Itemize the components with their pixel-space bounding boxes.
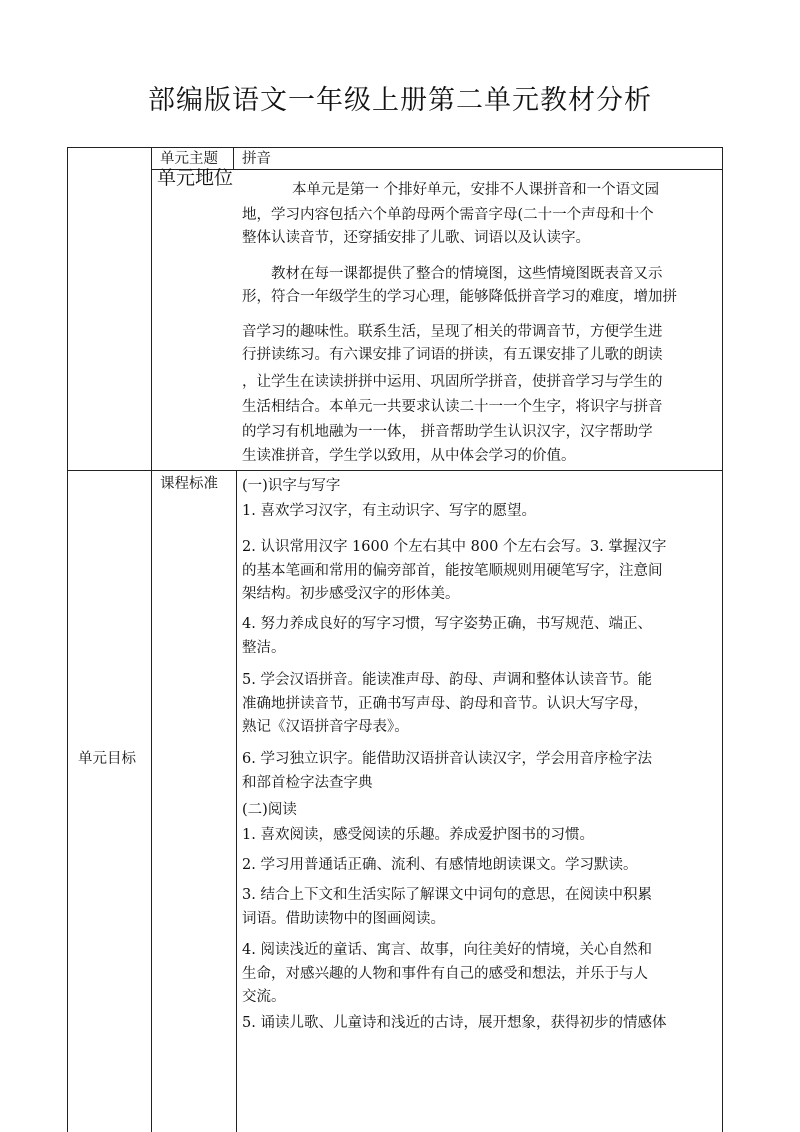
goal-line: 1. 喜欢阅读，感受阅读的乐趣。养成爱护图书的习惯。	[242, 827, 594, 843]
position-line: 整体认读音节，还穿插安排了儿歌、词语以及认读字。	[242, 230, 590, 246]
position-line: 的学习有机地融为一一体， 拼音帮助学生认识汉字，汉字帮助学	[242, 424, 653, 440]
position-line: 地，学习内容包括六个单韵母两个需音字母(二十一个声母和十个	[242, 207, 654, 223]
unit-goal-label: 单元目标	[78, 751, 136, 767]
position-line: 音学习的趣味性。联系生活，呈现了相关的带调音节，方便学生进	[242, 324, 663, 340]
position-line: 教材在每一课都提供了整合的情境图，这些情境图既表音又示	[271, 266, 663, 282]
position-line: 生活相结合。本单元一共要求认读二十一一个生字，将识字与拼音	[242, 399, 663, 415]
unit-position-label: 单元地位	[157, 167, 234, 189]
goal-line: 整洁。	[242, 640, 286, 656]
curriculum-standard-label: 课程标准	[160, 476, 218, 492]
goal-line: 的基本笔画和常用的偏旁部首，能按笔顺规则用硬笔写字，注意间	[242, 563, 663, 579]
table-right-border	[722, 147, 723, 1132]
position-line: 本单元是第一 个排好单元，安排不人课拼音和一个语文园	[292, 182, 660, 198]
goal-line: 4. 阅读浅近的童话、寓言、故事，向往美好的情境，关心自然和	[242, 942, 652, 958]
goal-line: 熟记《汉语拼音字母表》。	[242, 719, 409, 735]
position-line: 形，符合一年级学生的学习心理，能够降低拼音学习的难度，增加拼	[242, 289, 677, 305]
goal-line: 生命，对感兴趣的人物和事件有自己的感受和想法，并乐于与人	[242, 966, 648, 982]
goal-line: 2. 学习用普通话正确、流利、有感情地朗读课文。学习默读。	[242, 857, 638, 873]
col-divider-1	[151, 147, 152, 1132]
goal-line: 5. 诵读儿歌、儿童诗和浅近的古诗，展开想象，获得初步的情感体	[242, 1015, 667, 1031]
section-heading: (二)阅读	[242, 802, 297, 818]
position-line: 行拼读练习。有六课安排了词语的拼读，有五课安排了儿歌的朗读	[242, 347, 663, 363]
goal-line: 架结构。初步感受汉字的形体美。	[242, 586, 460, 602]
position-line: ，让学生在读读拼拼中运用、巩固所学拼音，使拼音学习与学生的	[242, 374, 663, 390]
goal-line: 5. 学会汉语拼音。能读准声母、韵母、声调和整体认读音节。能	[242, 672, 652, 688]
goal-line: 1. 喜欢学习汉字，有主动识字、写字的愿望。	[242, 503, 536, 519]
page-title: 部编版语文一年级上册第二单元教材分析	[148, 85, 652, 116]
col-divider-2-top	[233, 147, 234, 169]
goal-line: 4. 努力养成良好的写字习惯，写字姿势正确，书写规范、端正、	[242, 616, 652, 632]
goal-line: 6. 学习独立识字。能借助汉语拼音认读汉字，学会用音序检字法	[242, 751, 652, 767]
goal-line: 交流。	[242, 989, 286, 1005]
table-left-border	[67, 147, 68, 1132]
goal-line: 和部首检字法查字典	[242, 775, 373, 791]
position-line: 生读准拼音，学生学以致用，从中体会学习的价值。	[242, 448, 576, 464]
section-divider	[67, 470, 723, 471]
goal-line: 2. 认识常用汉字 1600 个左右其中 800 个左右会写。3. 掌握汉字	[242, 539, 667, 555]
unit-theme-value: 拼音	[242, 151, 271, 167]
goal-line: 3. 结合上下文和生活实际了解课文中词句的意思，在阅读中积累	[242, 887, 652, 903]
goal-line: 准确地拼读音节，正确书写声母、韵母和音节。认识大写字母，	[242, 696, 648, 712]
theme-row-divider	[151, 169, 723, 170]
col-divider-2	[236, 470, 237, 1132]
table-top-border	[67, 147, 723, 148]
goal-line: 词语。借助读物中的图画阅读。	[242, 911, 445, 927]
section-heading: (一)识字与写字	[242, 478, 341, 494]
unit-theme-label: 单元主题	[160, 151, 218, 167]
